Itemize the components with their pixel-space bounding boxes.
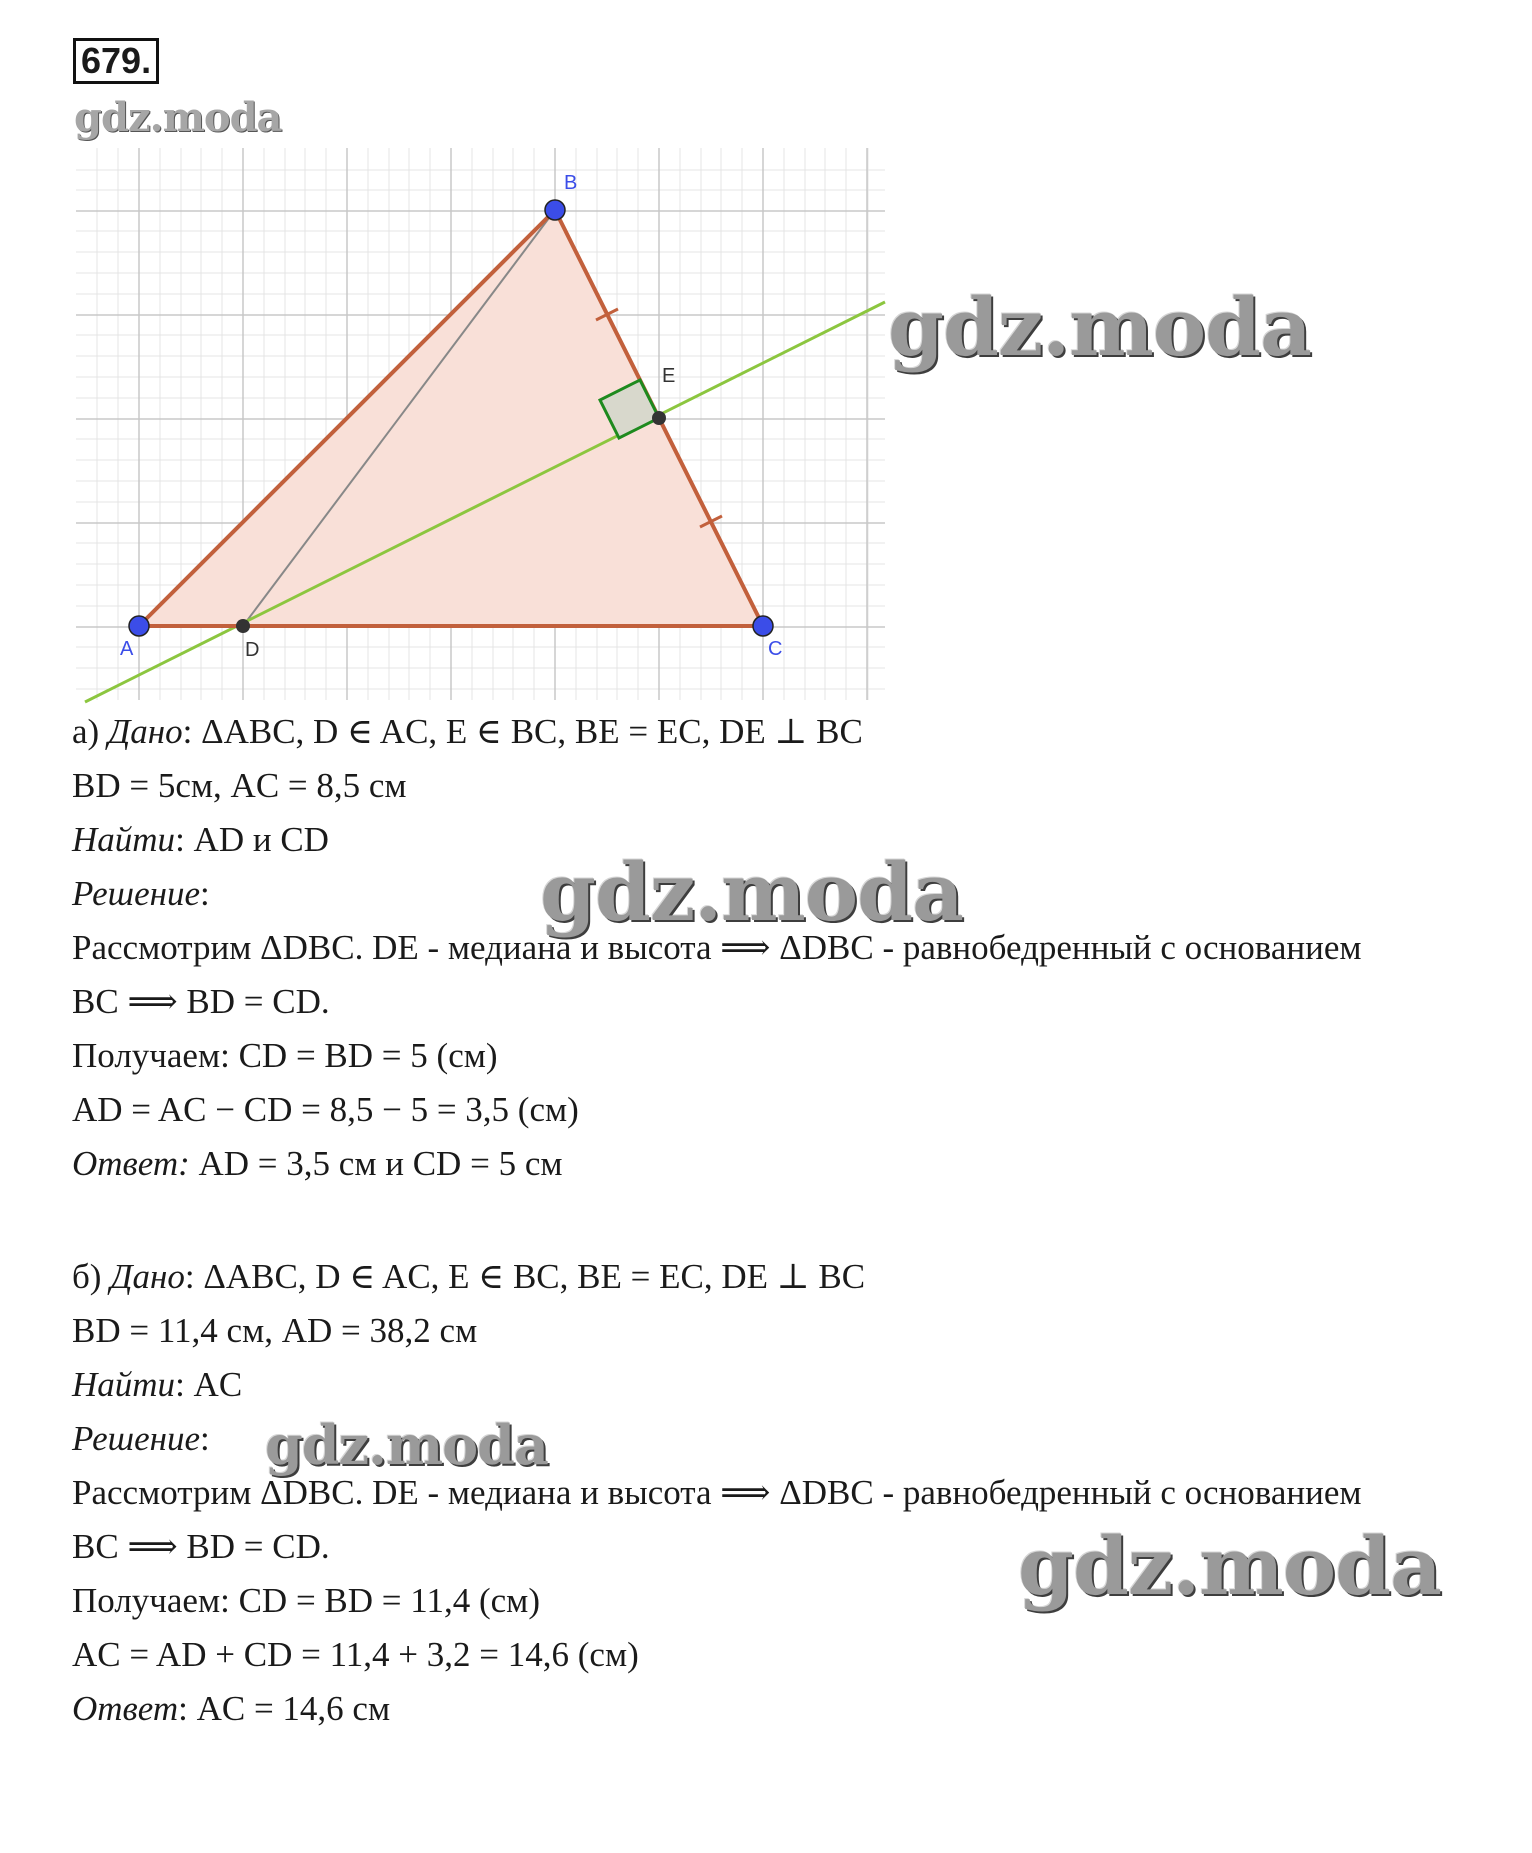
answer-text: AD = 3,5 см и CD = 5 см: [189, 1144, 563, 1183]
given-text: : ΔABC, D ∈ AC, E ∈ BC, BE = EC, DE ⊥ BC: [184, 1257, 866, 1296]
label-b: B: [564, 172, 578, 194]
solution-part-a: [72, 705, 1362, 1191]
solution-colon: :: [200, 1419, 210, 1458]
answer-label: Ответ: [72, 1689, 179, 1728]
solution-line: Рассмотрим ΔDBC. DE - медиана и высота ⟹ ΔDBC - равнобедренный с основанием: [72, 1473, 1362, 1512]
answer-line: [72, 1137, 1362, 1191]
label-e: E: [662, 365, 676, 387]
watermark-logo: gdz.moda: [74, 94, 282, 141]
solution-line: Получаем: CD = BD = 11,4 (см): [72, 1581, 540, 1620]
solution-line: Рассмотрим ΔDBC. DE - медиана и высота ⟹ ΔDBC - равнобедренный с основанием: [72, 928, 1362, 967]
triangle-figure: [0, 0, 900, 710]
problem-number: 679.: [73, 38, 159, 84]
part-label: а): [72, 712, 100, 751]
part-label: б): [72, 1257, 102, 1296]
solution-label: Решение: [72, 1419, 201, 1458]
find-label: Найти: [72, 1365, 176, 1404]
find-text: : AD и CD: [175, 820, 329, 859]
solution-colon: :: [200, 874, 210, 913]
find-line: [72, 1358, 1362, 1412]
solution-line: BC ⟹ BD = CD.: [72, 982, 330, 1021]
answer-text: : AC = 14,6 см: [178, 1689, 391, 1728]
watermark-logo: gdz.moda: [540, 845, 963, 939]
watermark-logo: gdz.moda: [265, 1413, 548, 1477]
given-label: Дано: [107, 712, 183, 751]
point-a: [129, 616, 149, 636]
solution-line: BC ⟹ BD = CD.: [72, 1527, 330, 1566]
solution-line: AC = AD + CD = 11,4 + 3,2 = 14,6 (см): [72, 1635, 639, 1674]
given-text: : ΔABC, D ∈ AC, E ∈ BC, BE = EC, DE ⊥ BC: [182, 712, 863, 751]
given-line: [72, 1250, 1362, 1304]
solution-part-b: [72, 1250, 1362, 1736]
solution-label: Решение: [72, 874, 201, 913]
label-a: A: [120, 638, 134, 660]
data-line: BD = 5см, AC = 8,5 см: [72, 766, 407, 805]
point-e: [652, 411, 666, 425]
data-line: BD = 11,4 см, AD = 38,2 см: [72, 1311, 478, 1350]
answer-label: Ответ:: [72, 1144, 190, 1183]
label-c: C: [768, 638, 783, 660]
watermark-logo: gdz.moda: [888, 280, 1311, 374]
given-label: Дано: [110, 1257, 185, 1296]
solution-line: Получаем: CD = BD = 5 (см): [72, 1036, 498, 1075]
solution-line: AD = AC − CD = 8,5 − 5 = 3,5 (см): [72, 1090, 579, 1129]
point-b: [545, 200, 565, 220]
watermark-logo: gdz.moda: [1018, 1519, 1441, 1613]
answer-line: [72, 1682, 1362, 1736]
point-c: [753, 616, 773, 636]
find-label: Найти: [72, 820, 176, 859]
given-line: [72, 705, 1362, 759]
point-d: [236, 619, 250, 633]
find-text: : AC: [175, 1365, 243, 1404]
label-d: D: [245, 639, 260, 661]
